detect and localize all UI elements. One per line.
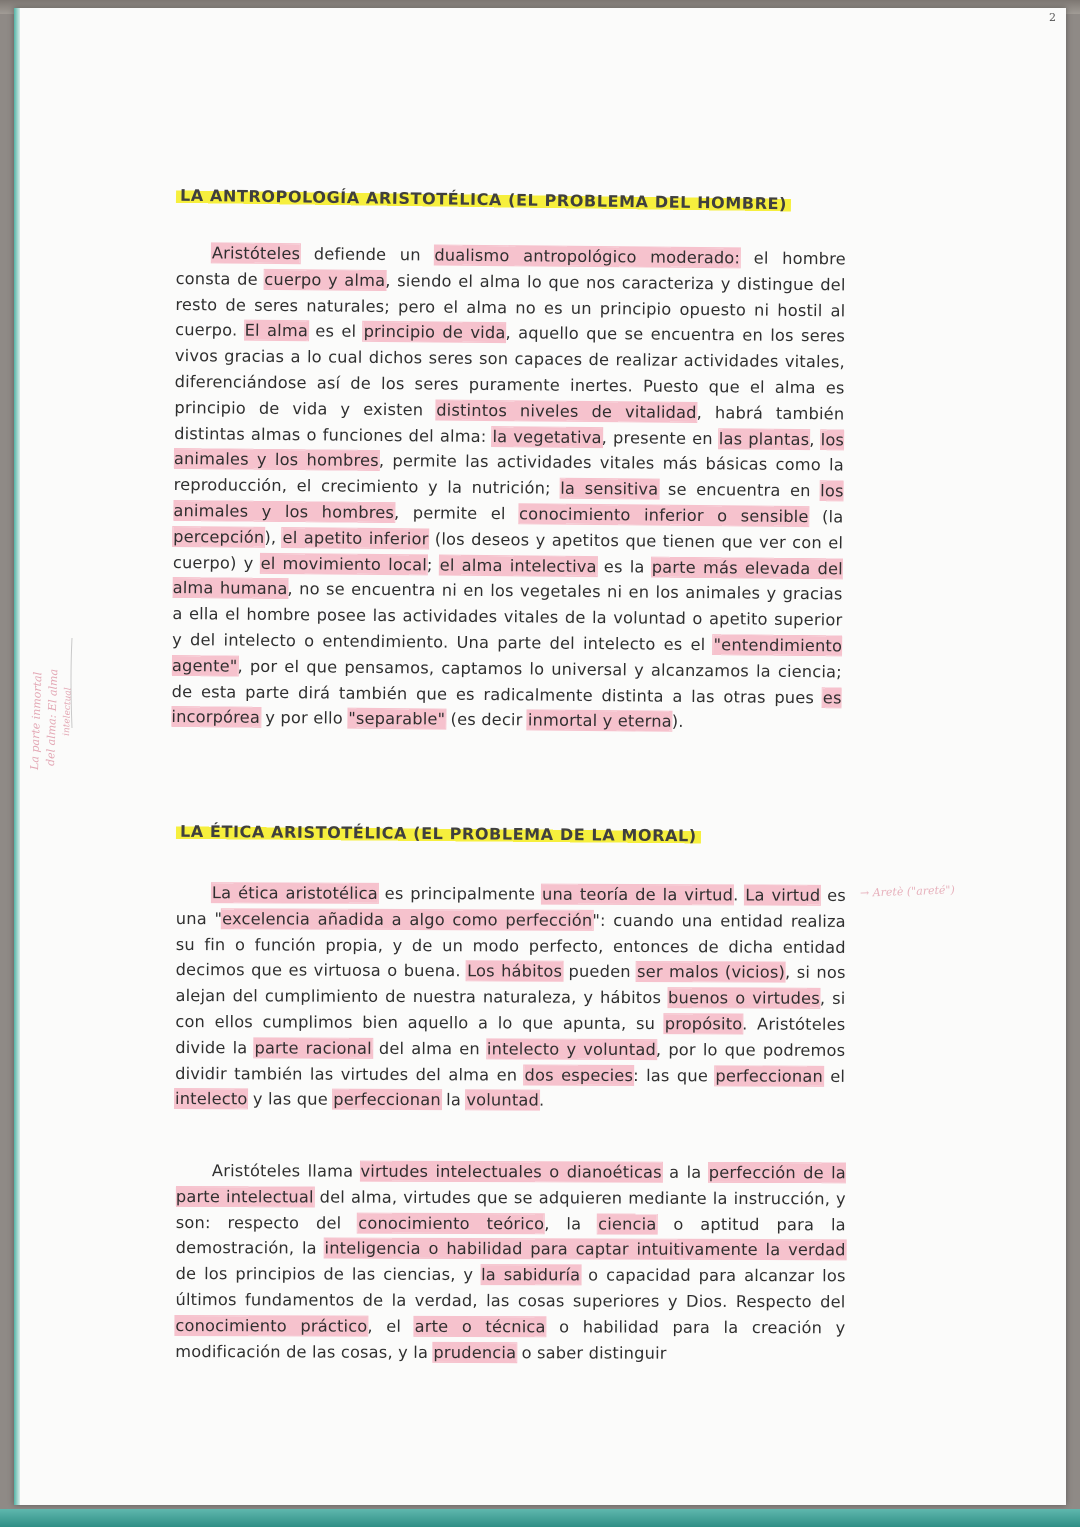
highlighted-text: arte o técnica: [414, 1316, 546, 1337]
highlighted-text: cuerpo y alma: [264, 269, 386, 290]
text-run: o habilidad para la creación y modificación de las cosas, y la: [175, 1317, 846, 1362]
margin-note-right: → Aretè ("areté"): [859, 883, 956, 900]
text-run: es principalmente: [377, 883, 543, 904]
text-run: : las que: [633, 1065, 716, 1085]
text-run: pueden: [562, 962, 638, 982]
text-run: , presente en: [601, 427, 719, 448]
margin-note-left-line-3: intelectual: [62, 687, 74, 737]
text-run: (la: [808, 507, 844, 527]
highlighted-text: intelecto y voluntad: [486, 1039, 656, 1059]
background-surface-bottom: [0, 1509, 1080, 1527]
highlighted-text: conocimiento teórico: [358, 1213, 545, 1233]
highlighted-text: conocimiento inferior o sensible: [518, 504, 809, 527]
text-run: el hombre consta de: [175, 248, 846, 289]
margin-note-left-line-2: del alma: El alma: [44, 668, 61, 767]
text-run: , por el que pensamos, captamos lo universal y alcanzamos la ciencia; de esta parte dirá también que es radicalmente distinta a las otras pues: [171, 656, 842, 707]
highlighted-text: percepción: [173, 526, 265, 547]
highlighted-text: Aristóteles: [211, 243, 301, 264]
text-run: , si con ellos cumplimos bien aquello a lo que apunta, su: [175, 988, 846, 1034]
highlighted-text: Los hábitos: [467, 961, 563, 982]
text-run: de los principios de las ciencias, y: [175, 1264, 482, 1285]
text-run: el: [822, 1066, 846, 1086]
text-run: la: [440, 1090, 467, 1110]
text-run: . Aristóteles divide la: [175, 1014, 846, 1058]
highlighted-text: distintos niveles de vitalidad: [436, 400, 697, 422]
paragraph-antropologia: [171, 240, 846, 737]
highlighted-text: perfeccionan: [715, 1065, 824, 1086]
text-run: es la: [596, 556, 652, 577]
paragraph-virtudes-intelectuales: [175, 1158, 846, 1367]
highlighted-text: prudencia: [433, 1342, 517, 1362]
text-run: ,: [809, 429, 821, 449]
rich-text: [171, 243, 846, 731]
margin-note-bracket: [71, 638, 72, 728]
highlighted-text: es incorpórea: [171, 687, 842, 728]
highlighted-text: La ética aristotélica: [211, 883, 378, 903]
text-run: se encuentra en: [658, 479, 821, 501]
text-run: del alma, virtudes que se adquieren mediante la instrucción, y son: respecto del: [175, 1187, 846, 1233]
highlighted-text: El alma: [244, 321, 309, 341]
highlighted-text: perfeccionan: [333, 1090, 441, 1110]
document-page: [14, 8, 1066, 1505]
section-title-etica: LA ÉTICA ARISTOTÉLICA (EL PROBLEMA DE LA MORAL): [176, 822, 701, 846]
highlighted-text: dualismo antropológico moderado:: [434, 245, 741, 268]
highlighted-text: inmortal y eterna: [527, 710, 672, 732]
highlighted-text: "separable": [348, 709, 446, 729]
highlighted-text: excelencia añadida a algo como perfección: [222, 908, 593, 930]
text-run: , por lo que podremos dividir también las virtudes del alma en: [175, 1039, 846, 1085]
highlighted-text: la vegetativa: [492, 426, 602, 447]
highlighted-text: La virtud: [745, 885, 821, 905]
text-run: (los deseos y apetitos que tienen que ver con el cuerpo) y: [172, 529, 844, 573]
text-run: es una ": [175, 885, 847, 928]
highlighted-text: el movimiento local: [260, 553, 428, 574]
highlighted-text: buenos o virtudes: [667, 988, 820, 1008]
text-run: , habrá también distintas almas o funciones del alma:: [174, 402, 845, 446]
text-run: , el: [367, 1316, 415, 1336]
margin-note-left: [18, 608, 74, 773]
text-run: , no se encuentra ni en los vegetales ni en los animales y gracias a ella el hombre posee las actividades vitales de la voluntad o apetito superior y del intelecto o entendimiento. Una parte del intelecto es el: [172, 579, 843, 655]
text-run: a la: [661, 1162, 709, 1182]
text-run: y las que: [247, 1089, 334, 1110]
paragraph-etica-virtud: [175, 880, 846, 1115]
text-run: o capacidad para alcanzar los últimos fundamentos de la verdad, las cosas superiores y Dios. Respecto del: [175, 1265, 846, 1312]
text-run: ),: [264, 527, 283, 547]
page-number: 2: [1049, 11, 1056, 24]
highlighted-text: una teoría de la virtud: [541, 884, 734, 905]
highlighted-text: parte racional: [254, 1038, 372, 1058]
text-run: .: [733, 885, 746, 905]
text-run: , la: [544, 1213, 599, 1234]
text-run: ).: [671, 712, 684, 732]
text-run: es el: [307, 321, 364, 342]
highlighted-text: inteligencia o habilidad para captar intuitivamente la verdad: [324, 1238, 846, 1260]
highlighted-text: "entendimiento agente": [171, 635, 843, 676]
text-run: , siendo el alma lo que nos caracteriza y distingue del resto de seres naturales; pero el alma no es un principio opuesto ni hostil al cuerpo.: [175, 270, 846, 341]
text-run: , permite el: [393, 503, 520, 524]
text-run: ;: [426, 554, 440, 575]
margin-note-left-line-1: La parte inmortal: [28, 671, 45, 771]
text-run: y por ello: [259, 708, 349, 729]
highlighted-text: ciencia: [598, 1214, 657, 1234]
text-run: , si nos alejan del cumplimiento de nuestra naturaleza, y hábitos: [175, 963, 846, 1008]
text-run: .: [538, 1090, 545, 1110]
highlighted-text: la sensitiva: [560, 478, 659, 499]
highlighted-text: la sabiduría: [481, 1265, 581, 1285]
highlighted-text: principio de vida: [363, 322, 506, 343]
highlighted-text: virtudes intelectuales o dianoéticas: [360, 1161, 662, 1182]
text-run: (es decir: [445, 709, 528, 730]
rich-text: [175, 1161, 846, 1362]
section-title-antropologia: LA ANTROPOLOGÍA ARISTOTÉLICA (EL PROBLEMA DEL HOMBRE): [176, 186, 791, 214]
highlighted-text: propósito: [664, 1014, 743, 1034]
text-run: o saber distinguir: [516, 1342, 667, 1363]
text-run: , permite las actividades vitales más básicas como la reproducción, el crecimiento y la nutrición;: [173, 451, 844, 498]
highlighted-text: los animales y los hombres: [173, 429, 845, 471]
text-run: del alma en: [371, 1038, 487, 1059]
rich-text: [175, 883, 846, 1110]
text-run: , aquello que se encuentra en los seres vivos gracias a lo cual dichos seres son capaces de realizar actividades vitales, diferenciándose así de los seres puramente inertes. Puesto que el alma es principio de vida y existen: [174, 323, 846, 420]
highlighted-text: el alma intelectiva: [439, 555, 597, 576]
text-run: defiende un: [300, 244, 435, 265]
highlighted-text: dos especies: [524, 1065, 634, 1085]
highlighted-text: las plantas: [718, 428, 810, 449]
highlighted-text: intelecto: [175, 1089, 248, 1109]
highlighted-text: voluntad: [466, 1090, 540, 1110]
highlighted-text: conocimiento práctico: [175, 1315, 368, 1336]
highlighted-text: el apetito inferior: [282, 527, 429, 549]
text-run: ": cuando una entidad realiza su fin o función propia, y de un modo perfecto, entonces de dicha entidad decimos que es virtuosa o buena.: [175, 910, 846, 981]
text-run: o aptitud para la demostración, la: [175, 1214, 846, 1258]
highlighted-text: perfección de la parte intelectual: [175, 1162, 846, 1207]
highlighted-text: parte más elevada del alma humana: [172, 557, 843, 599]
text-run: Aristóteles llama: [211, 1161, 361, 1181]
highlighted-text: los animales y los hombres: [173, 481, 844, 523]
highlighted-text: ser malos (vicios): [637, 962, 786, 983]
